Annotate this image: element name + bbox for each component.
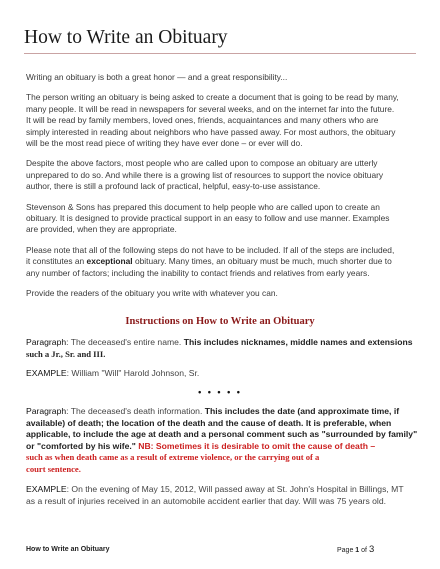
page-number: 1 [355, 547, 360, 554]
footer-page-indicator [337, 544, 374, 555]
text-line: Writing an obituary is both a great honor — and a great responsibility... [26, 72, 288, 82]
text-line: many people. It will be read in newspapers for several weeks, and on the internet far into the future. [26, 103, 395, 114]
text-line: The person writing an obituary is being asked to create a document that is going to be read by many, [26, 92, 399, 103]
closing-paragraph [26, 288, 418, 299]
text-line: obituary. It is designed to provide practical support in an easy to follow and use manner. Examples [26, 213, 390, 224]
text-line: will be the most read piece of writing they have ever done – or ever will do. [26, 138, 303, 149]
intro-paragraph-1 [26, 72, 418, 83]
text-line: Despite the above factors, most people who are called upon to compose an obituary are utterly [26, 158, 378, 169]
intro-paragraph-4 [26, 202, 418, 236]
emphasis-text: This includes nicknames, middle names and extensions [183, 337, 413, 347]
text-line: Provide the readers of the obituary you write with whatever you can. [26, 288, 278, 299]
warning-text: such as when death came as a result of extreme violence, or the carrying out of a [26, 452, 320, 463]
text-run: : On the evening of May 15, 2012, Will passed away at St. John's Hospital in Billings, MT [66, 484, 404, 494]
text-run: : The deceased's entire name. [66, 337, 184, 347]
text-line: Please note that all of the following steps do not have to be included. If all of the steps are included, [26, 244, 395, 255]
text-line: Stevenson & Sons has prepared this document to help people who are called upon to create an [26, 201, 380, 212]
text-line: simply interested in reading about neighbors who have passed away. For most authors, the obituary [26, 126, 396, 137]
text-line: any number of factors; including the inability to contact friends and relatives from early years. [26, 267, 370, 278]
step-name-paragraph [26, 337, 420, 360]
text-line [26, 337, 420, 349]
emphasis-text: such a Jr., Sr. and III. [26, 348, 106, 359]
footer-doc-title: How to Write an Obituary [26, 546, 110, 553]
text-run: it constitutes an [26, 256, 87, 267]
text-run: : The deceased's death information. [66, 406, 205, 416]
note-paragraph [26, 245, 418, 279]
text-line [26, 256, 418, 267]
text-line [26, 441, 420, 453]
of-word: of [359, 547, 369, 554]
example-name [26, 368, 420, 380]
emphasis-text: or "comforted by his wife." [26, 440, 139, 451]
intro-paragraph-2 [26, 92, 418, 149]
text-line [26, 484, 420, 496]
intro-paragraph-3 [26, 158, 418, 192]
text-line: unprepared to do so. And while there is a growing list of resources to support the novice obituary [26, 169, 384, 180]
step-label: Paragraph [26, 406, 67, 416]
title-divider [24, 53, 416, 54]
example-label: EXAMPLE [26, 368, 67, 378]
text-run: obituary. Many times, an obituary must be much, much shorter due to [132, 256, 392, 267]
instructions-heading: Instructions on How to Write an Obituary [125, 316, 315, 327]
warning-text: NB: Sometimes it is desirable to omit the cause of death – [138, 440, 376, 451]
page-total: 3 [368, 544, 375, 555]
step-death-paragraph [26, 406, 420, 476]
text-run: : William "Will" Harold Johnson, Sr. [66, 368, 200, 378]
text-line [26, 368, 420, 380]
step-label: Paragraph [26, 337, 67, 347]
example-label: EXAMPLE [26, 484, 67, 494]
example-death [26, 484, 420, 507]
text-line: as a result of injuries received in an automobile accident earlier that day. Will was 75 years old. [26, 495, 387, 506]
section-divider-dots: • • • • • [198, 387, 242, 397]
emphasis-text: available) of death; the location of the death and the cause of death. It is preferable, when [26, 417, 392, 428]
page-word: Page [337, 547, 356, 554]
emphasis-text: This includes the date (and approximate time, if [204, 406, 400, 416]
text-line: author, there is still a profound lack of practical, helpful, easy-to-use assistance. [26, 181, 321, 192]
warning-text: court sentence. [26, 463, 81, 474]
emphasis-text: exceptional [86, 256, 133, 267]
text-line: are provided, when they are appropriate. [26, 224, 177, 235]
intro-section [26, 72, 418, 309]
emphasis-text: applicable, to include the age at death and a personal comment such as "surrounded by family" [26, 429, 418, 440]
text-line: It will be read by family members, loved ones, friends, acquaintances and many others who are [26, 115, 379, 126]
page-title: How to Write an Obituary [24, 27, 228, 48]
text-line [26, 406, 420, 418]
